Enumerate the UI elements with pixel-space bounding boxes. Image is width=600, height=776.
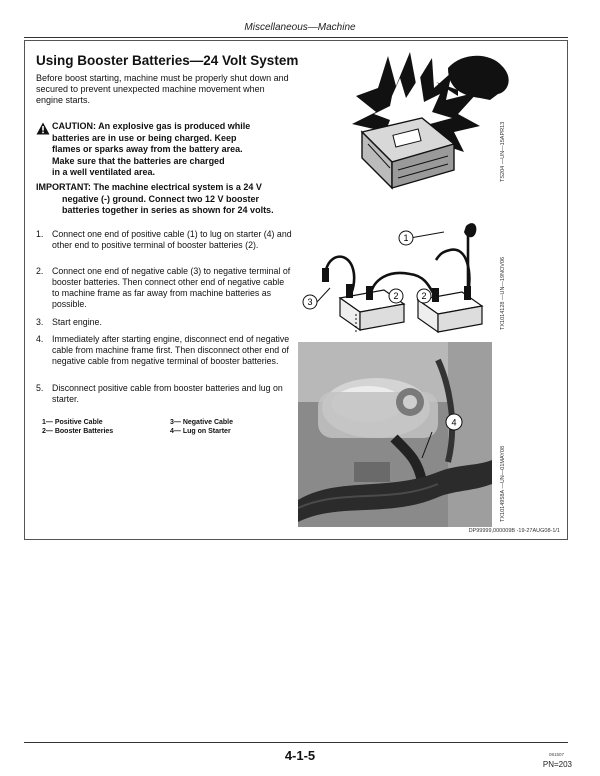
- step-text: Immediately after starting engine, disconnect end of negative cable from machine frame first. Then disconnect other end of negative cable from negative terminal of booster batteries.: [52, 334, 290, 366]
- legend-col-right: [170, 418, 233, 436]
- callout-3: 3: [307, 297, 313, 307]
- page-number: 4-1-5: [284, 748, 316, 763]
- step-item: [36, 266, 292, 310]
- caution-line: batteries are in use or being charged. Keep: [52, 132, 237, 143]
- figure-ref: TX1014128 —UN—19NOV06: [500, 256, 506, 330]
- warning-triangle-icon: [36, 122, 50, 135]
- important-line: IMPORTANT: The machine electrical system is a 24 V: [36, 182, 262, 192]
- header-rule: [24, 37, 568, 38]
- step-number: 3.: [36, 317, 44, 327]
- important-block: [36, 182, 290, 217]
- callout-2: 2: [421, 291, 427, 301]
- pn-label: PN=203: [542, 760, 572, 769]
- booster-cable-diagram: [300, 218, 490, 336]
- step-text: Start engine.: [52, 317, 102, 327]
- step-number: 4.: [36, 334, 44, 344]
- step-text: Connect one end of positive cable (1) to lug on starter (4) and other end to positive terminal of booster batteries (2).: [52, 229, 292, 250]
- figure-ref: TX1014958A —UN—01MAY08: [500, 445, 506, 522]
- caution-line: flames or sparks away from the battery area.: [52, 144, 243, 154]
- legend-item: 3— Negative Cable: [170, 419, 234, 426]
- figure-ref: TS204 —UN—15APR13: [500, 121, 506, 182]
- page-header: Miscellaneous—Machine: [244, 22, 356, 33]
- legend-item: 4— Lug on Starter: [170, 428, 231, 435]
- important-line: negative (-) ground. Connect two 12 V booster: [62, 193, 260, 204]
- step-number: 2.: [36, 266, 44, 276]
- starter-motor-photo: [298, 342, 492, 527]
- callout-2: 2: [393, 291, 399, 301]
- caution-line: Make sure that the batteries are charged: [52, 155, 225, 166]
- callout-1: 1: [403, 233, 409, 243]
- legend-item: 2— Booster Batteries: [42, 428, 114, 435]
- step-item: [36, 229, 292, 251]
- step-number: 5.: [36, 383, 44, 393]
- step-item: [36, 383, 292, 405]
- intro-paragraph: Before boost starting, machine must be properly shut down and secured to prevent unexpected machine movement when engine starts.: [36, 73, 289, 106]
- legend-item: 1— Positive Cable: [42, 419, 103, 426]
- document-id: DP99999,000009B -19-27AUG08-1/1: [468, 528, 560, 534]
- step-text: Disconnect positive cable from booster batteries and lug on starter.: [52, 383, 283, 404]
- step-item: [36, 317, 292, 328]
- caution-line: CAUTION: An explosive gas is produced while: [52, 121, 251, 131]
- step-number: 1.: [36, 229, 44, 239]
- step-item: [36, 334, 292, 367]
- caution-block: [36, 121, 290, 179]
- step-text: Connect one end of negative cable (3) to negative terminal of booster batteries. Then connect other end of negative cable to machine frame as far away from machine batteries as possible.: [52, 266, 291, 309]
- legend-col-left: [42, 418, 113, 436]
- important-line: batteries together in series as shown for 24 volts.: [62, 205, 274, 215]
- section-title: Using Booster Batteries—24 Volt System: [36, 53, 299, 68]
- small-code: 081507: [548, 752, 564, 757]
- footer-rule: [24, 742, 568, 743]
- callout-4: 4: [451, 417, 457, 428]
- caution-line: in a well ventilated area.: [52, 167, 156, 177]
